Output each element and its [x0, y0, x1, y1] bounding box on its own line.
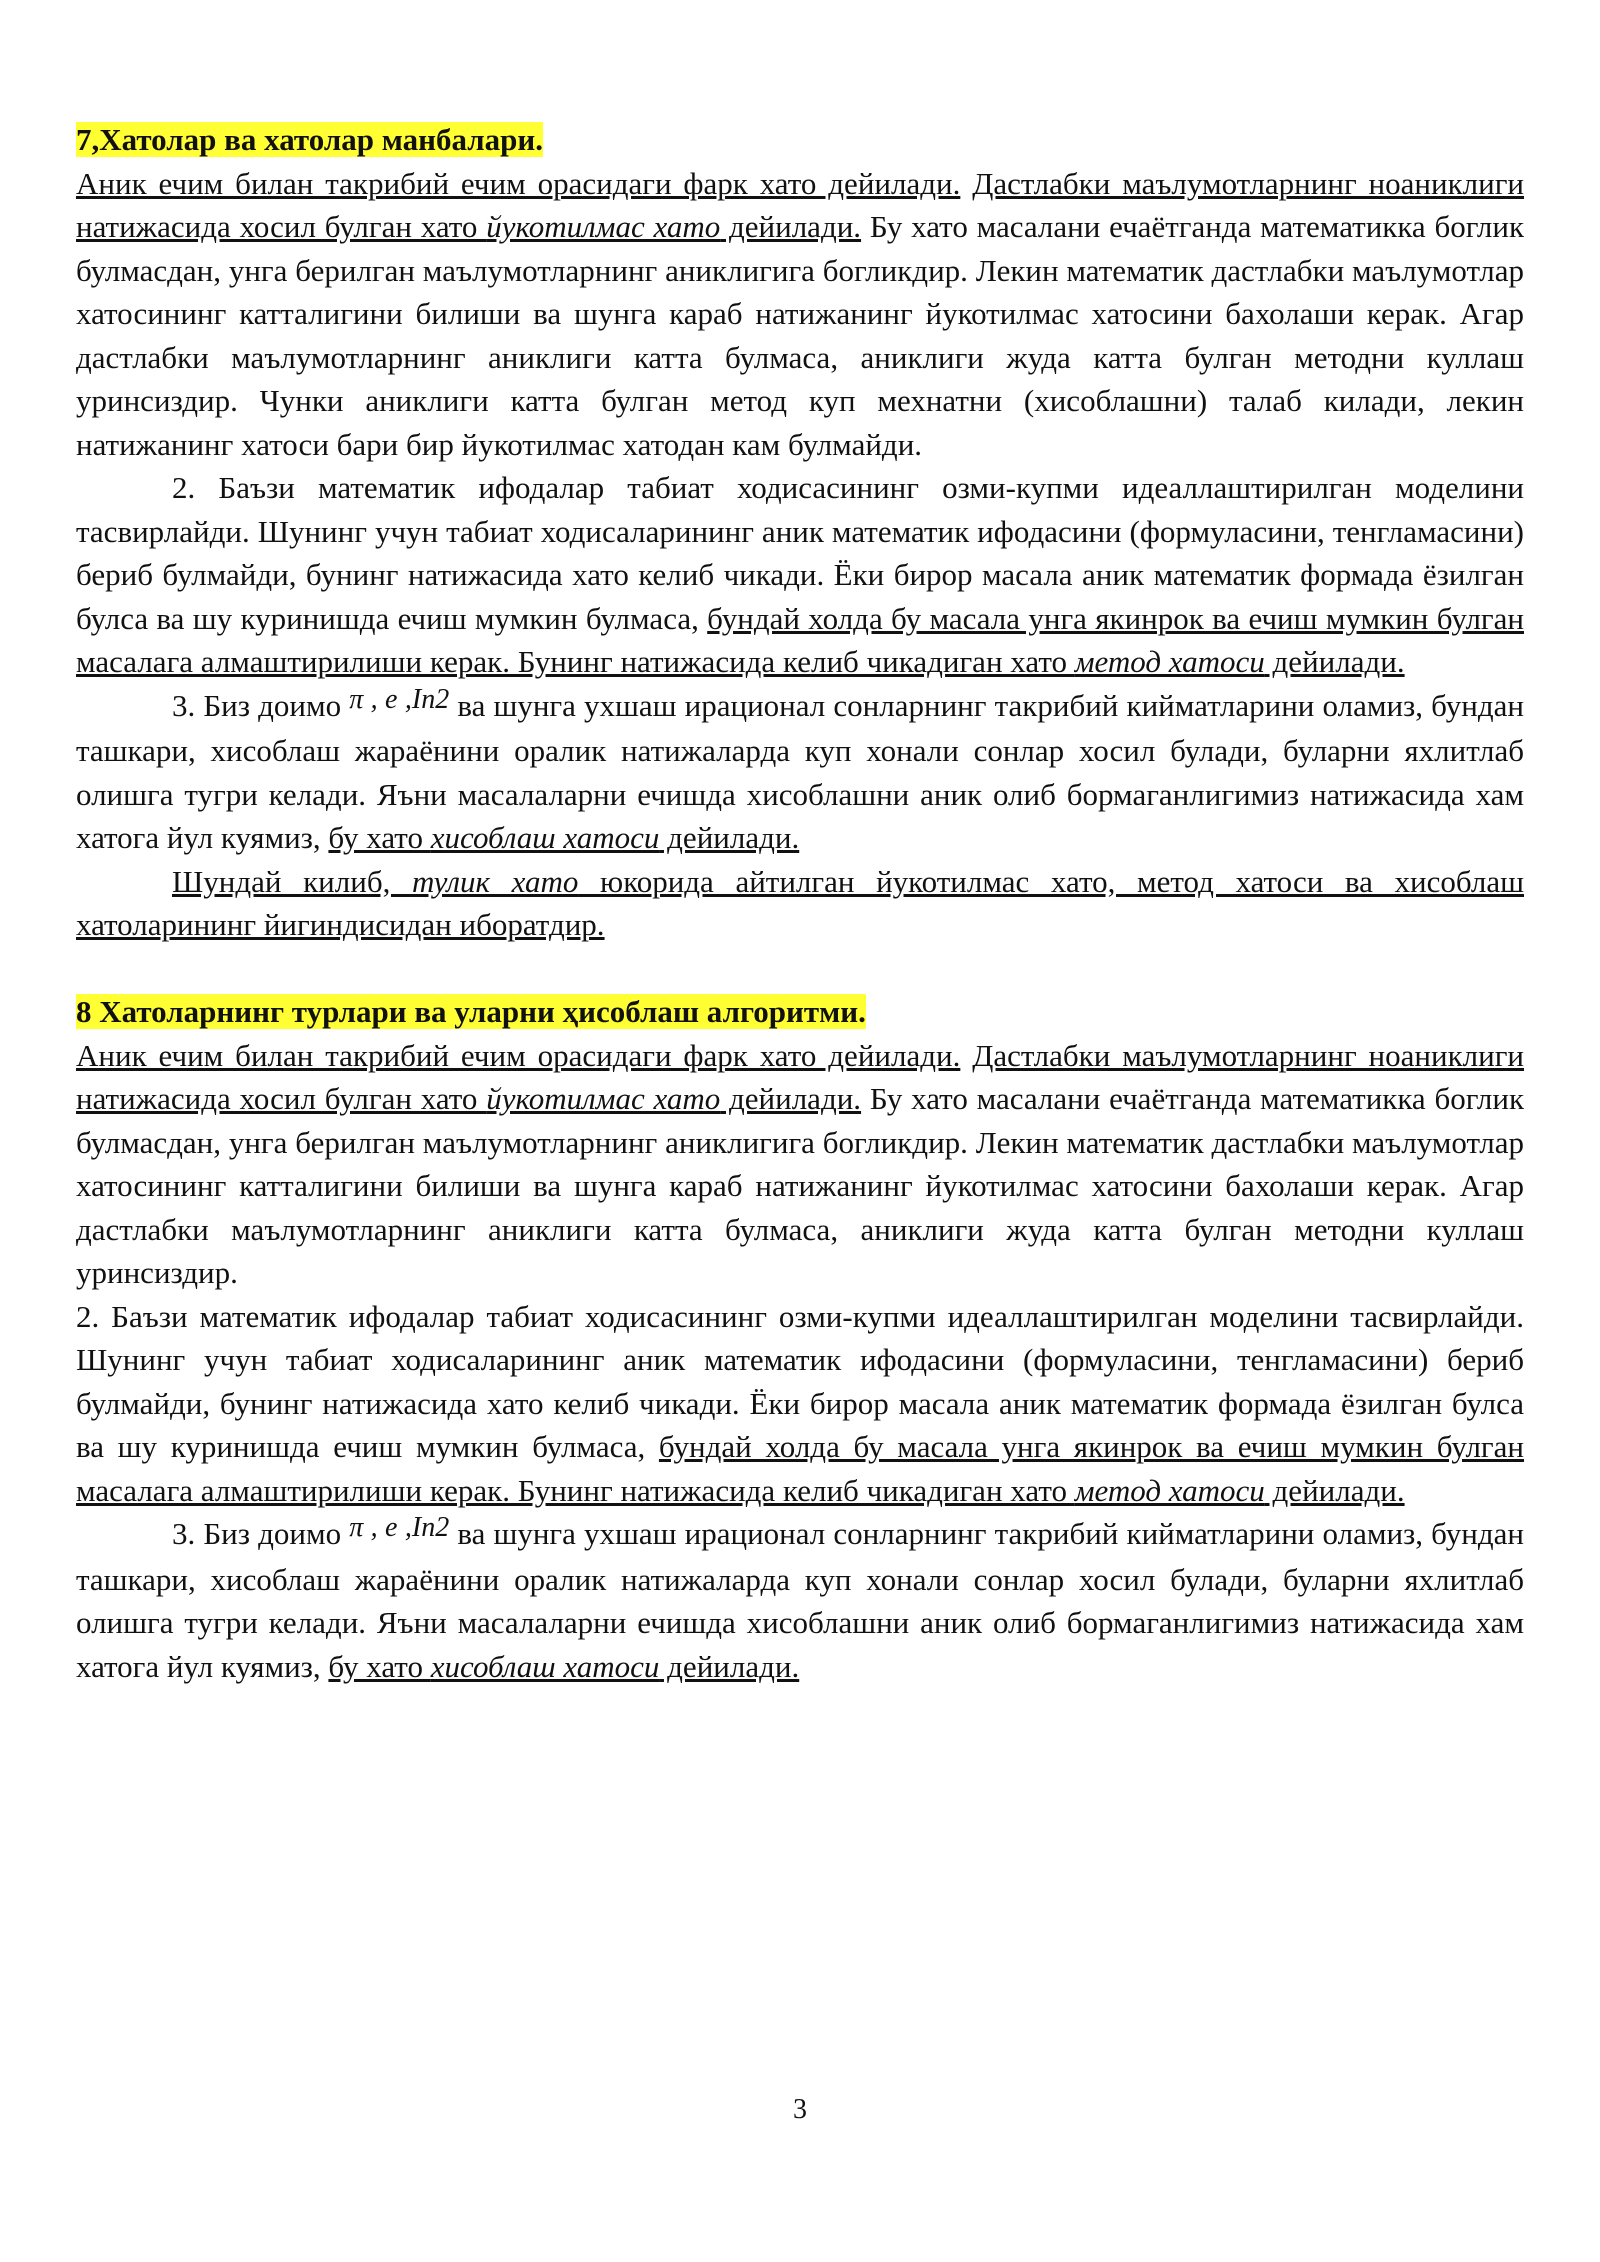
page-number: 3: [793, 2094, 807, 2125]
text-run: дейилади.: [720, 209, 862, 244]
text-run: бундай холда бу масала унга якинрок ва ечиш мумкин булган масалага алмаштирилиши керак. Бунинг натижасида келиб чикадиган хато: [76, 600, 1524, 679]
text-run: Бу хато масалани ечаётганда математикка боглик булмасдан, унга берилган маълумотларнинг аниклигига богликдир. Лекин математик дастлабки маълумотлар хатосининг катталигини билиши ва шунга караб натижанинг йукотилмас хатосини бахолаши керак. Агар дастлабки маълумотларнинг аниклиги катта булмаса, аниклиги жуда катта булган методни куллаш уринсиздир. Чунки аниклиги катта булган метод куп мехнатни (хисоблашни) талаб килади, лекин натижанинг хатоси бари бир йукотилмас хатодан кам булмайди.: [76, 209, 1524, 462]
document-page: [76, 118, 1524, 1688]
text-run: метод хатоси: [1074, 644, 1265, 679]
text-run: [960, 1038, 972, 1073]
section7-paragraph-3: [76, 684, 1524, 860]
text-run: дейилади.: [1264, 1472, 1405, 1508]
text-run: Дастлабки маълумотларнинг ноаниклиги натижасида хосил булган хато: [76, 165, 1525, 244]
text-run: Бу хато масалани ечаётганда математикка боглик булмасдан, унга берилган маълумотларнинг аниклигига богликдир. Лекин математик дастлабки маълумотлар хатосининг катталигини билиши ва шунга караб натижанинг йукотилмас хатосини бахолаши керак. Агар дастлабки маълумотларнинг аниклиги катта булмаса, аниклиги жуда катта булган методни куллаш уринсиздир.: [76, 1081, 1524, 1290]
section7-paragraph-1: [76, 162, 1524, 467]
text-run: йукотилмас хато: [486, 209, 721, 244]
text-run: ва шунга ухшаш ирационал сонларнинг такрибий кийматларини оламиз, бундан ташкари, хисоблаш жараёнини оралик натижаларда куп хонали сонлар хосил булади, буларни яхлитлаб олишга тугри келади. Яъни масалаларни ечишда хисоблашни аник олиб бормаганлигимиз натижасида хам хатога йул куямиз,: [76, 687, 1524, 855]
text-run: 2. Баъзи математик ифодалар табиат ходисасининг озми-купми идеаллаштирилган моделини тасвирлайди. Шунинг учун табиат ходисаларининг аник математик ифодасини (формуласини, тенгламасини) бериб булмайди, бунинг натижасида хато келиб чикади. Ёки бирор масала аник математик формада ёзилган булса ва шу куринишда ечиш мумкин булмаса,: [76, 1298, 1524, 1464]
text-run: дейилади.: [720, 1081, 862, 1116]
text-run: Аник ечим билан такрибий ечим орасидаги фарк хато дейилади.: [76, 1037, 961, 1073]
math-expression: π , e ,In2: [349, 1512, 450, 1543]
text-run: хисоблаш хатоси: [430, 1648, 660, 1684]
text-run: хисоблаш хатоси: [430, 820, 660, 855]
text-run: бу хато: [328, 1648, 431, 1684]
text-run: 3. Биз доимо: [172, 687, 350, 723]
text-run: бундай холда бу масала унга якинрок ва ечиш мумкин булган масалага алмаштирилиши керак. Бунинг натижасида келиб чикадиган хато: [76, 1429, 1524, 1508]
section7-heading-text: 7,Хатолар ва хатолар манбалари.: [76, 122, 543, 157]
math-expression: π , e ,In2: [349, 683, 450, 715]
text-run: Аник ечим билан такрибий ечим орасидаги фарк хато дейилади.: [76, 165, 961, 201]
section8-paragraph-1: [76, 1034, 1524, 1295]
section7-paragraph-4: [76, 860, 1524, 947]
text-run: йукотилмас хато: [486, 1081, 721, 1116]
section8-heading: [76, 990, 1524, 1034]
text-run: Дастлабки маълумотларнинг ноаниклиги натижасида хосил булган хато: [76, 1037, 1525, 1116]
text-run: [960, 166, 972, 201]
text-run: юкорида айтилган йукотилмас хато, метод хатоси ва хисоблаш хатоларининг йигиндисидан иборатдир.: [76, 863, 1524, 942]
text-run: Шундай килиб,: [172, 863, 412, 899]
text-run: дейилади.: [659, 820, 800, 855]
section8-heading-text: 8 Хатоларнинг турлари ва уларни ҳисоблаш алгоритми.: [76, 994, 866, 1029]
text-run: дейилади.: [659, 1648, 800, 1684]
text-run: ва шунга ухшаш ирационал сонларнинг такрибий кийматларини оламиз, бундан ташкари, хисоблаш жараёнини оралик натижаларда куп хонали сонлар хосил булади, буларни яхлитлаб олишга тугри келади. Яъни масалаларни ечишда хисоблашни аник олиб бормаганлигимиз натижасида хам хатога йул куямиз,: [76, 1516, 1524, 1684]
text-run: 3. Биз доимо: [172, 1516, 350, 1551]
text-run: тулик хато: [411, 863, 579, 899]
section-gap: [76, 947, 1524, 991]
section8-paragraph-3: [76, 1512, 1524, 1688]
section7-paragraph-2: [76, 466, 1524, 684]
section7-heading: [76, 118, 1524, 162]
text-run: дейилади.: [1264, 644, 1405, 679]
text-run: 2. Баъзи математик ифодалар табиат ходисасининг озми-купми идеаллаштирилган моделини тасвирлайди. Шунинг учун табиат ходисаларининг аник математик ифодасини (формуласини, тенгламасини) бериб булмайди, бунинг натижасида хато келиб чикади. Ёки бирор масала аник математик формада ёзилган булса ва шу куринишда ечиш мумкин булмаса,: [76, 470, 1524, 636]
text-run: бу хато: [328, 820, 431, 855]
text-run: метод хатоси: [1074, 1472, 1265, 1508]
section8-paragraph-2: [76, 1295, 1524, 1513]
